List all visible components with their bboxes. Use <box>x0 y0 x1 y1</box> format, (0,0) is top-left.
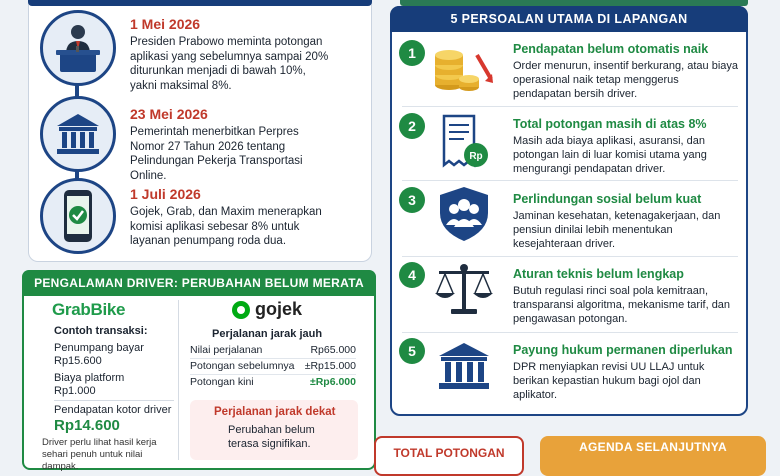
issue-title-2: Total potongan masih di atas 8% <box>513 117 707 131</box>
issue-number-5: 5 <box>399 338 425 364</box>
driver-panel-header: PENGALAMAN DRIVER: PERUBAHAN BELUM MERATA <box>22 270 376 296</box>
total-deduction-title: TOTAL POTONGAN <box>393 446 505 460</box>
grab-divider <box>54 400 174 401</box>
grab-note: Driver perlu lihat hasil kerja sehari penuh untuk nilai dampak. <box>42 437 157 472</box>
grab-income-value: Rp14.600 <box>54 417 120 434</box>
issue-title-3: Perlindungan sosial belum kuat <box>513 192 702 206</box>
issue-separator <box>402 106 738 107</box>
issue-text-1: Order menurun, insentif berkurang, atau biaya operasional naik tetap menggerus pendapatan bersih driver. <box>513 60 739 100</box>
issue-text-2: Masih ada biaya aplikasi, asuransi, dan potongan lain di luar komisi utama yang mengurangi pendapatan driver. <box>513 135 707 175</box>
timeline-date-2: 23 Mei 2026 <box>130 106 208 122</box>
gojek-row-value: ±Rp15.000 <box>304 360 356 372</box>
timeline-text-1: Presiden Prabowo meminta potongan aplikasi yang sebelumnya sampai 20% diturunkan menjadi di bawah 10%, yakni maksimal 8%. <box>130 36 329 92</box>
grab-pay-label: Penumpang bayar <box>54 342 144 354</box>
timeline-top-bar <box>28 0 372 6</box>
timeline-date-1: 1 Mei 2026 <box>130 16 201 32</box>
gojek-row <box>190 359 356 374</box>
gojek-row-label: Potongan kini <box>190 376 254 388</box>
grab-pay-value: Rp15.600 <box>54 355 102 367</box>
shield-people-icon <box>432 185 496 243</box>
driver-column-divider <box>178 300 179 460</box>
timeline-text-2: Pemerintah menerbitkan Perpres Nomor 27 Tahun 2026 tentang Pelindungan Pekerja Transportasi Online. <box>130 126 303 182</box>
issue-title-5: Payung hukum permanen diperlukan <box>513 343 733 357</box>
receipt-badge-text: Rp <box>469 151 483 162</box>
gojek-row-label: Potongan sebelumnya <box>190 360 295 372</box>
scales-icon <box>432 260 496 318</box>
next-agenda-title: AGENDA SELANJUTNYA <box>579 440 727 454</box>
gojek-row <box>190 343 356 358</box>
issue-number-2: 2 <box>399 113 425 139</box>
issue-separator <box>402 332 738 333</box>
short-trip-title: Perjalanan jarak dekat <box>214 406 336 418</box>
grab-fee-value: Rp1.000 <box>54 385 96 397</box>
government-building-icon <box>40 96 116 172</box>
issue-text-4: Butuh regulasi rinci soal pola kemitraan, transparansi algoritma, mekanisme tarif, dan pengawasan potongan. <box>513 285 731 325</box>
issue-separator <box>402 180 738 181</box>
issues-header: 5 PERSOALAN UTAMA DI LAPANGAN <box>390 6 748 32</box>
issue-number-3: 3 <box>399 187 425 213</box>
issue-number-4: 4 <box>399 262 425 288</box>
gojek-row <box>190 375 356 390</box>
issue-text-3: Jaminan kesehatan, ketenagakerjaan, dan pensiun dinilai lebih menentukan kesejahteraan driver. <box>513 210 721 250</box>
gojek-logo <box>232 299 302 320</box>
grab-income-label: Pendapatan kotor driver <box>54 404 172 416</box>
issue-title-1: Pendapatan belum otomatis naik <box>513 42 709 56</box>
grabbike-logo: GrabBike <box>52 300 126 319</box>
timeline-date-3: 1 Juli 2026 <box>130 186 201 202</box>
grab-section-title: Contoh transaksi: <box>54 325 148 337</box>
gojek-logo-icon <box>232 301 250 319</box>
grab-fee-label: Biaya platform <box>54 372 125 384</box>
president-podium-icon <box>40 10 116 86</box>
gojek-logo-text: gojek <box>255 299 303 319</box>
phone-check-icon <box>40 178 116 254</box>
gojek-row-label: Nilai perjalanan <box>190 344 263 356</box>
courthouse-icon <box>432 338 496 396</box>
issue-text-5: DPR menyiapkan revisi UU LLAJ untuk berikan kepastian hukum bagi ojol dan aplikator. <box>513 361 705 401</box>
issue-title-4: Aturan teknis belum lengkap <box>513 267 684 281</box>
gojek-row-value: ±Rp6.000 <box>309 376 356 388</box>
timeline-text-3: Gojek, Grab, dan Maxim menerapkan komisi aplikasi sebesar 8% untuk layanan penumpang roda dua. <box>130 206 322 247</box>
receipt-icon <box>432 113 496 171</box>
issue-separator <box>402 256 738 257</box>
gojek-row-value: Rp65.000 <box>310 344 356 356</box>
short-trip-text: Perubahan belum terasa signifikan. <box>228 424 315 450</box>
gojek-section-title: Perjalanan jarak jauh <box>212 328 323 340</box>
coins-down-icon <box>432 40 496 98</box>
issue-number-1: 1 <box>399 40 425 66</box>
